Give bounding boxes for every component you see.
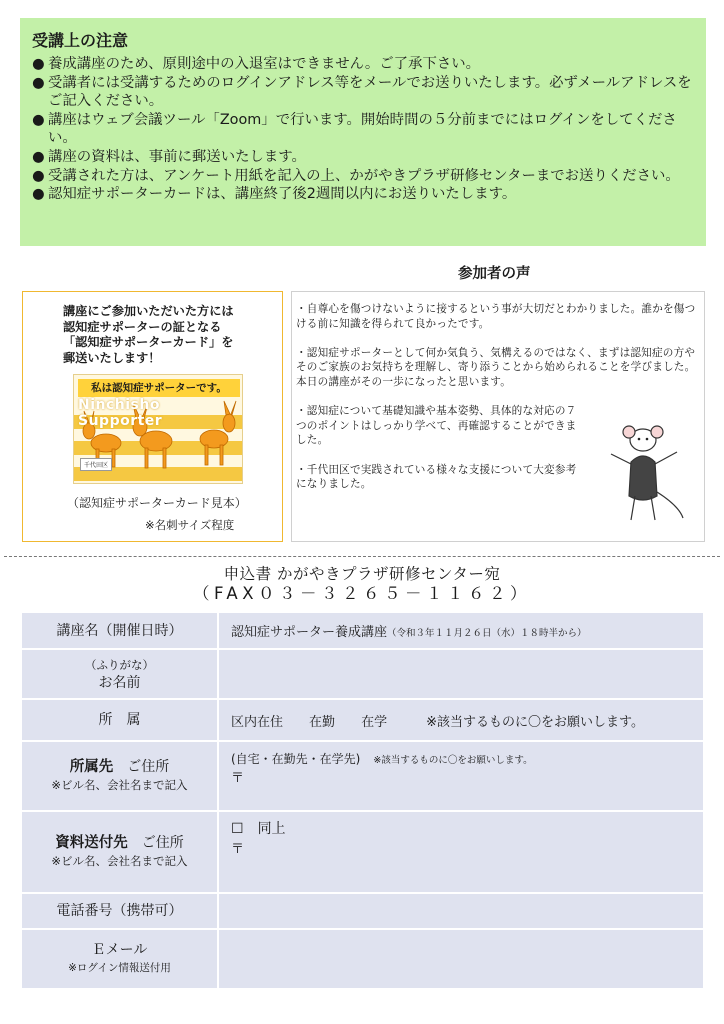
phone-label: 電話番号（携帯可） bbox=[21, 893, 218, 929]
notice-item: ● 受講者には受講するためのログインアドレス等をメールでお送りいたします。必ずメールアドレスをご記入ください。 bbox=[32, 74, 692, 110]
form-row bbox=[21, 741, 704, 811]
supporter-card-image bbox=[73, 374, 243, 484]
notice-item: ● 養成講座のため、原則途中の入退室はできません。ご了承下さい。 bbox=[32, 56, 481, 72]
postal-mark: 〒 bbox=[231, 842, 245, 857]
notice-item: ● 講座の資料は、事前に郵送いたします。 bbox=[32, 148, 306, 165]
email-label: Ｅメール ※ログイン情報送付用 bbox=[21, 929, 218, 989]
notice-title: 受講上の注意 bbox=[32, 31, 129, 50]
voices-title: 参加者の声 bbox=[458, 266, 531, 282]
course-label: 講座名（開催日時） bbox=[21, 612, 218, 649]
mail-address-field[interactable]: ☐ 同上 〒 bbox=[218, 811, 704, 893]
voice-item: ・認知症サポーターとして何か気負う、気構えるのではなく、まずは認知症の方やそのご家族のお気持ちを理解し、寄り添うことから始められることを学びました。本日の講座がその一歩になったと思います。 bbox=[296, 346, 696, 388]
notice-item: ● 講座はウェブ会議ツール「Zoom」で行います。開始時間の５分前までにはログインをしてください。 bbox=[32, 111, 677, 147]
address-field[interactable]: (自宅・在勤先・在学先) ※該当するものに〇をお願いします。 〒 bbox=[218, 741, 704, 811]
form-row bbox=[21, 929, 704, 989]
phone-field[interactable] bbox=[218, 893, 704, 929]
voice-item: ・認知症について基礎知識や基本姿勢、具体的な対応の７つのポイントはしっかり学べて、再確認することができました。 bbox=[296, 405, 577, 447]
voices-box bbox=[291, 291, 705, 542]
form-row bbox=[21, 699, 704, 741]
notice-item: ● 受講された方は、アンケート用紙を記入の上、かがやきプラザ研修センターまでお送りください。 bbox=[32, 167, 680, 184]
postal-mark: 〒 bbox=[231, 771, 245, 786]
affiliation-field[interactable]: 区内在住 在勤 在学 ※該当するものに〇をお願いします。 bbox=[218, 699, 704, 741]
address-label: 所属先 ご住所 ※ビル名、会社名まで記入 bbox=[21, 741, 218, 811]
form-row bbox=[21, 612, 704, 649]
same-checkbox[interactable]: ☐ bbox=[231, 821, 244, 837]
mouse-illustration bbox=[597, 422, 689, 526]
notice-box bbox=[20, 18, 706, 246]
card-image-english: Ninchisho Supporter bbox=[78, 397, 163, 430]
bullet-icon: ● bbox=[32, 74, 45, 91]
cut-line bbox=[4, 556, 720, 557]
notice-item: ● 認知症サポーターカードは、講座終了後2週間以内にお送りいたします。 bbox=[32, 186, 517, 203]
bullet-icon: ● bbox=[32, 186, 45, 203]
card-image-ward: 千代田区 bbox=[80, 458, 112, 471]
name-label: （ふりがな） お名前 bbox=[21, 649, 218, 699]
form-row bbox=[21, 811, 704, 893]
voice-item: ・千代田区で実践されている様々な支援について大変参考になりました。 bbox=[296, 463, 577, 491]
affiliation-label: 所 属 bbox=[21, 699, 218, 741]
voice-item: ・自尊心を傷つけないように接するという事が大切だとわかりました。誰かを傷つける前に知識を得られて良かったです。 bbox=[296, 303, 696, 330]
card-caption: （認知症サポーターカード見本） bbox=[67, 496, 247, 511]
card-size-note: ※名刺サイズ程度 bbox=[145, 518, 235, 533]
card-lead: 講座にご参加いただいた方には 認知症サポーターの証となる 「認知症サポーターカード」を 郵送いたします！ bbox=[63, 304, 234, 365]
email-field[interactable] bbox=[218, 929, 704, 989]
bullet-icon: ● bbox=[32, 148, 45, 165]
course-value: 認知症サポーター養成講座（令和３年１１月２６日（水）１８時半から） bbox=[218, 612, 704, 649]
application-title: 申込書 かがやきプラザ研修センター宛 （FAX０３－３２６５－１１６２） bbox=[0, 565, 724, 603]
fax-number: （FAX０３－３２６５－１１６２） bbox=[192, 584, 532, 603]
mail-address-label: 資料送付先 ご住所 ※ビル名、会社名まで記入 bbox=[21, 811, 218, 893]
application-form bbox=[20, 611, 705, 990]
bullet-icon: ● bbox=[32, 167, 45, 184]
bullet-icon: ● bbox=[32, 56, 45, 72]
card-image-title: 私は認知症サポーターです。 bbox=[78, 379, 240, 397]
form-row bbox=[21, 893, 704, 929]
notice-list bbox=[32, 55, 694, 204]
form-row bbox=[21, 649, 704, 699]
name-field[interactable] bbox=[218, 649, 704, 699]
supporter-card-box bbox=[22, 291, 283, 542]
bullet-icon: ● bbox=[32, 111, 45, 128]
